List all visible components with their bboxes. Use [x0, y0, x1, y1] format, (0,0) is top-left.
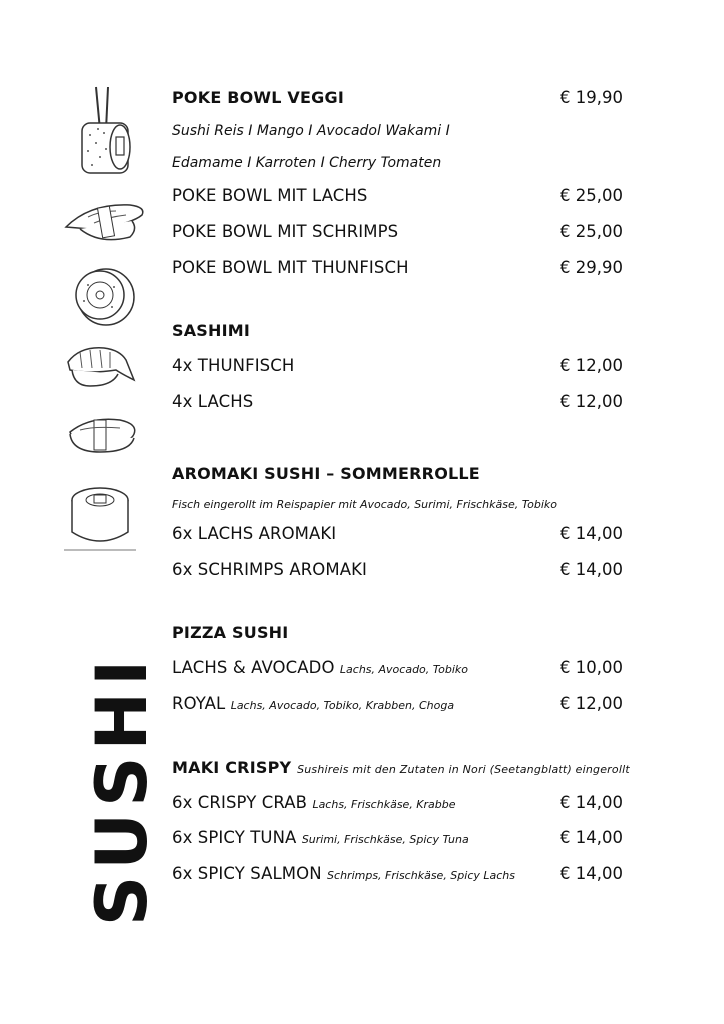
item-name: ROYAL Lachs, Avocado, Tobiko, Krabben, Choga — [172, 694, 455, 713]
sushi-roll-chopsticks-icon — [60, 85, 140, 180]
poke-description-line1: Sushi Reis I Mango I Avocadol Wakami I — [172, 123, 450, 139]
section-heading-sashimi: SASHIMI — [172, 321, 251, 340]
item-price: € 12,00 — [560, 694, 623, 713]
menu-item — [172, 560, 622, 579]
item-description: Lachs, Avocado, Tobiko — [339, 663, 469, 676]
item-description: Surimi, Frischkäse, Spicy Tuna — [301, 833, 469, 846]
tamago-nigiri-icon — [60, 410, 140, 460]
item-description: Lachs, Frischkäse, Krabbe — [312, 798, 456, 811]
menu-item — [172, 356, 622, 375]
shrimp-nigiri-icon — [60, 340, 140, 395]
menu-item — [172, 694, 622, 713]
section-heading-pizza: PIZZA SUSHI — [172, 623, 289, 642]
menu-item — [172, 258, 622, 277]
item-price: € 25,00 — [560, 222, 623, 241]
item-name: POKE BOWL MIT LACHS — [172, 186, 368, 205]
item-name: 6x LACHS AROMAKI — [172, 524, 337, 543]
item-name: POKE BOWL MIT SCHRIMPS — [172, 222, 399, 241]
item-name: 6x SCHRIMPS AROMAKI — [172, 560, 367, 579]
item-price: € 14,00 — [560, 793, 623, 812]
section-heading-aromaki: AROMAKI SUSHI – SOMMERROLLE — [172, 464, 480, 483]
item-price: € 12,00 — [560, 392, 623, 411]
item-description: Lachs, Avocado, Tobiko, Krabben, Choga — [230, 699, 455, 712]
item-price: € 14,00 — [560, 524, 623, 543]
item-name: 6x CRISPY CRAB Lachs, Frischkäse, Krabbe — [172, 793, 456, 812]
item-price: € 29,90 — [560, 258, 623, 277]
item-name: 6x SPICY TUNA Surimi, Frischkäse, Spicy Tuna — [172, 828, 469, 847]
item-name: LACHS & AVOCADO Lachs, Avocado, Tobiko — [172, 658, 469, 677]
section-heading-poke: POKE BOWL VEGGI — [172, 88, 344, 107]
item-price: € 25,00 — [560, 186, 623, 205]
menu-item — [172, 186, 622, 205]
menu-item — [172, 864, 622, 883]
item-description: Schrimps, Frischkäse, Spicy Lachs — [327, 869, 516, 882]
item-price: € 10,00 — [560, 658, 623, 677]
maki-description: Sushireis mit den Zutaten in Nori (Seetangblatt) eingerollt — [297, 763, 630, 776]
item-name: POKE BOWL MIT THUNFISCH — [172, 258, 409, 277]
item-price: € 19,90 — [560, 88, 623, 107]
maki-roll-icon — [60, 265, 140, 330]
menu-item — [172, 658, 622, 677]
item-price: € 12,00 — [560, 356, 623, 375]
menu-item — [172, 793, 622, 812]
menu-item — [172, 524, 622, 543]
item-name: 6x SPICY SALMON Schrimps, Frischkäse, Spicy Lachs — [172, 864, 516, 883]
menu-item — [172, 392, 622, 411]
menu-item — [172, 222, 622, 241]
maki-roll-top-icon — [60, 480, 140, 555]
menu-item — [172, 828, 622, 847]
poke-description-line2: Edamame I Karroten I Cherry Tomaten — [172, 155, 442, 171]
nigiri-icon — [60, 195, 150, 250]
item-price: € 14,00 — [560, 560, 623, 579]
item-price: € 14,00 — [560, 828, 623, 847]
item-name: 4x LACHS — [172, 392, 254, 411]
poke-veggi-row — [172, 88, 622, 107]
item-price: € 14,00 — [560, 864, 623, 883]
section-heading-maki: MAKI CRISPY Sushireis mit den Zutaten in Nori (Seetangblatt) eingerollt — [172, 758, 630, 777]
aromaki-description: Fisch eingerollt im Reispapier mit Avocado, Surimi, Frischkäse, Tobiko — [172, 498, 557, 511]
item-name: 4x THUNFISCH — [172, 356, 295, 375]
vertical-sushi-title: SUSHI — [81, 653, 163, 927]
